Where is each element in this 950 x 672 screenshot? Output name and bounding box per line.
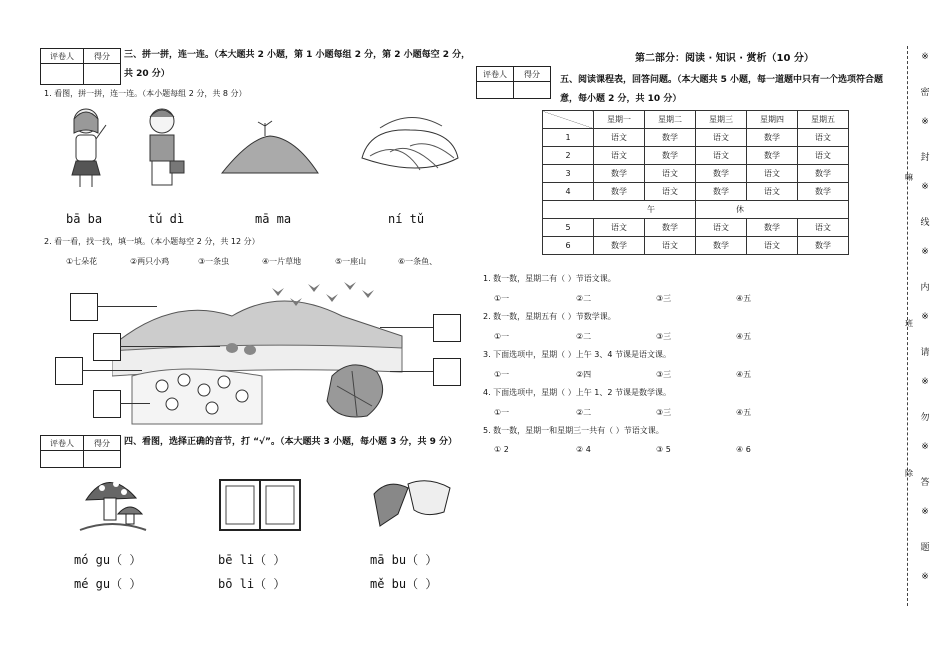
header-mon: 星期一 (594, 111, 645, 129)
rag-cloth-illustration (368, 474, 456, 534)
dad-illustration (140, 103, 188, 188)
score-box-section5 (476, 66, 551, 99)
field-earth-illustration (360, 108, 460, 180)
seal-char: 封 (920, 152, 930, 163)
timetable-header-row (543, 111, 849, 129)
q3-option-a[interactable]: ①一 (494, 370, 510, 379)
q1-option-c[interactable]: ③三 (656, 294, 672, 303)
pinyin-baba: bā ba (66, 212, 103, 226)
table-cell: 语文 (747, 183, 798, 201)
table-cell: 语文 (747, 165, 798, 183)
seal-char: ※ (921, 377, 929, 387)
option-boli[interactable]: bō li（ ） (218, 577, 286, 591)
pinyin-mama: mā ma (255, 212, 292, 226)
table-cell: 数学 (594, 165, 645, 183)
table-cell: 语文 (747, 237, 798, 255)
table-cell: 数学 (645, 219, 696, 237)
reviewer-label: 评卷人 (477, 67, 514, 82)
table-cell: 语文 (645, 237, 696, 255)
question-5: 5. 数一数，星期一和星期三一共有（ ）节语文课。 (483, 426, 664, 435)
q2-option-b[interactable]: ②二 (576, 332, 592, 341)
pinyin-tudi: tǔ dì (148, 212, 185, 226)
q5-option-d[interactable]: ④ 6 (736, 445, 751, 454)
q2-option-c[interactable]: ③三 (656, 332, 672, 341)
q3-option-b[interactable]: ②四 (576, 370, 592, 379)
table-cell: 语文 (645, 165, 696, 183)
table-cell: 语文 (696, 129, 747, 147)
seal-char: 请 (920, 347, 930, 358)
table-cell: 数学 (645, 129, 696, 147)
table-cell: 数学 (747, 147, 798, 165)
seal-char: ※ (921, 572, 929, 582)
choice-4: ④一片草地 (262, 257, 302, 266)
table-row (543, 147, 849, 165)
seal-inner-char: 除 (905, 469, 913, 478)
table-row (543, 165, 849, 183)
section4-title: 四、看图，选择正确的音节，打 “√”。（本大题共 3 小题，每小题 3 分，共 9 分） (124, 437, 458, 447)
reviewer-cell[interactable] (477, 82, 514, 99)
header-tue: 星期二 (645, 111, 696, 129)
connector-line (97, 306, 157, 307)
table-row (543, 129, 849, 147)
seal-char: ※ (921, 507, 929, 517)
seal-char: ※ (921, 52, 929, 62)
score-cell[interactable] (514, 82, 551, 99)
score-cell[interactable] (84, 64, 121, 85)
header-thu: 星期四 (747, 111, 798, 129)
answer-box-right-1[interactable] (433, 314, 461, 342)
q1-option-b[interactable]: ②二 (576, 294, 592, 303)
seal-char: ※ (921, 312, 929, 322)
reviewer-cell[interactable] (41, 64, 84, 85)
mushroom-illustration (78, 470, 148, 536)
window-glass-illustration (218, 478, 302, 536)
noon-break-row (543, 201, 849, 219)
question-4: 4. 下面选项中，星期（ ）上午 1、2 节课是数学课。 (483, 388, 671, 397)
seal-inner-char: 班 (905, 319, 913, 328)
option-mogu[interactable]: mó gu（ ） (74, 553, 142, 567)
choice-1: ①七朵花 (66, 257, 98, 266)
part2-title: 第二部分：阅读 · 知识 · 赏析（10 分） (635, 53, 814, 64)
table-cell: 数学 (594, 183, 645, 201)
period-cell: 1 (543, 129, 594, 147)
q4-option-c[interactable]: ③三 (656, 408, 672, 417)
seal-char: 线 (920, 217, 930, 228)
question-1: 1. 数一数，星期二有（ ）节语文课。 (483, 274, 616, 283)
section5-title: 五、阅读课程表，回答问题。（本大题共 5 小题，每一道题中只有一个选项符合题 (560, 75, 884, 85)
seal-char: 勿 (920, 412, 930, 423)
table-cell: 语文 (798, 219, 849, 237)
q5-option-b[interactable]: ② 4 (576, 445, 591, 454)
q3-option-c[interactable]: ③三 (656, 370, 672, 379)
q5-option-c[interactable]: ③ 5 (656, 445, 671, 454)
question-2: 2. 数一数，星期五有（ ）节数学课。 (483, 312, 616, 321)
table-cell: 语文 (645, 183, 696, 201)
connector-line (82, 370, 142, 371)
answer-box-right-2[interactable] (433, 358, 461, 386)
choice-2: ②两只小鸡 (130, 257, 170, 266)
header-wed: 星期三 (696, 111, 747, 129)
section3-q1: 1. 看图，拼一拼，连一连。（本小题每组 2 分，共 8 分） (44, 89, 247, 98)
table-cell: 数学 (696, 237, 747, 255)
q1-option-d[interactable]: ④五 (736, 294, 752, 303)
period-cell: 3 (543, 165, 594, 183)
table-row (543, 219, 849, 237)
q5-option-a[interactable]: ① 2 (494, 445, 509, 454)
table-row (543, 183, 849, 201)
option-mabu[interactable]: mā bu（ ） (370, 553, 438, 567)
table-cell: 语文 (594, 219, 645, 237)
q1-option-a[interactable]: ①一 (494, 294, 510, 303)
seal-char: ※ (921, 182, 929, 192)
period-cell: 5 (543, 219, 594, 237)
seal-char: ※ (921, 247, 929, 257)
choice-3: ③一条虫 (198, 257, 230, 266)
table-cell: 数学 (594, 237, 645, 255)
period-cell: 2 (543, 147, 594, 165)
table-row (543, 237, 849, 255)
section3-q2: 2. 看一看，找一找，填一填。（本小题每空 2 分，共 12 分） (44, 237, 260, 246)
table-cell: 语文 (594, 129, 645, 147)
seal-inner-char: 嘛 (905, 173, 913, 182)
answer-box-left-2[interactable] (93, 333, 121, 361)
rest-label: 休 (696, 201, 849, 219)
score-label: 得分 (84, 436, 121, 451)
q3-option-d[interactable]: ④五 (736, 370, 752, 379)
score-box-section4 (40, 435, 121, 468)
choice-5: ⑤一座山 (335, 257, 367, 266)
score-box-section3 (40, 48, 121, 85)
connector-line (390, 371, 433, 372)
pinyin-nitu: ní tǔ (388, 212, 425, 226)
score-label: 得分 (514, 67, 551, 82)
table-cell: 语文 (798, 147, 849, 165)
table-cell: 数学 (747, 219, 798, 237)
soil-mound-illustration (220, 118, 320, 178)
q4-option-a[interactable]: ①一 (494, 408, 510, 417)
table-cell: 数学 (747, 129, 798, 147)
scenery-illustration (112, 276, 404, 426)
question-3: 3. 下面选项中，星期（ ）上午 3、4 节课是语文课。 (483, 350, 671, 359)
table-cell: 语文 (696, 147, 747, 165)
choice-6: ⑥一条鱼、 (398, 257, 438, 266)
reviewer-label: 评卷人 (41, 49, 84, 64)
connector-line (380, 327, 433, 328)
table-cell: 数学 (696, 183, 747, 201)
score-cell[interactable] (84, 451, 121, 468)
table-cell: 数学 (798, 237, 849, 255)
table-cell: 语文 (798, 129, 849, 147)
girl-mom-illustration (62, 103, 110, 188)
timetable-corner (543, 111, 594, 129)
q2-option-d[interactable]: ④五 (736, 332, 752, 341)
table-cell: 语文 (696, 219, 747, 237)
timetable (542, 110, 849, 255)
q2-option-a[interactable]: ①一 (494, 332, 510, 341)
option-mebu[interactable]: mě bu（ ） (370, 577, 438, 591)
q4-option-b[interactable]: ②二 (576, 408, 592, 417)
seal-char: 密 (920, 87, 930, 98)
seal-char: 题 (920, 542, 930, 553)
connector-line (120, 403, 150, 404)
answer-box-left-1[interactable] (70, 293, 98, 321)
period-cell: 4 (543, 183, 594, 201)
table-cell: 语文 (594, 147, 645, 165)
score-label: 得分 (84, 49, 121, 64)
seal-char: ※ (921, 442, 929, 452)
seal-char: 答 (920, 477, 930, 488)
table-cell: 数学 (798, 183, 849, 201)
table-cell: 数学 (645, 147, 696, 165)
table-cell: 数学 (696, 165, 747, 183)
connector-line (120, 346, 220, 347)
header-fri: 星期五 (798, 111, 849, 129)
option-beli[interactable]: bē li（ ） (218, 553, 286, 567)
seal-char: 内 (920, 282, 930, 293)
section3-title-cont: 共 20 分） (124, 69, 170, 79)
table-cell: 数学 (798, 165, 849, 183)
noon-label: 午 (543, 201, 696, 219)
seal-char: ※ (921, 117, 929, 127)
period-cell: 6 (543, 237, 594, 255)
answer-box-left-4[interactable] (93, 390, 121, 418)
section5-title-cont: 意，每小题 2 分，共 10 分） (560, 94, 682, 104)
reviewer-cell[interactable] (41, 451, 84, 468)
section3-title: 三、拼一拼，连一连。（本大题共 2 小题，第 1 小题每组 2 分，第 2 小题每空 2 分， (124, 50, 471, 60)
answer-box-left-3[interactable] (55, 357, 83, 385)
option-megu[interactable]: mé gu（ ） (74, 577, 142, 591)
reviewer-label: 评卷人 (41, 436, 84, 451)
q4-option-d[interactable]: ④五 (736, 408, 752, 417)
